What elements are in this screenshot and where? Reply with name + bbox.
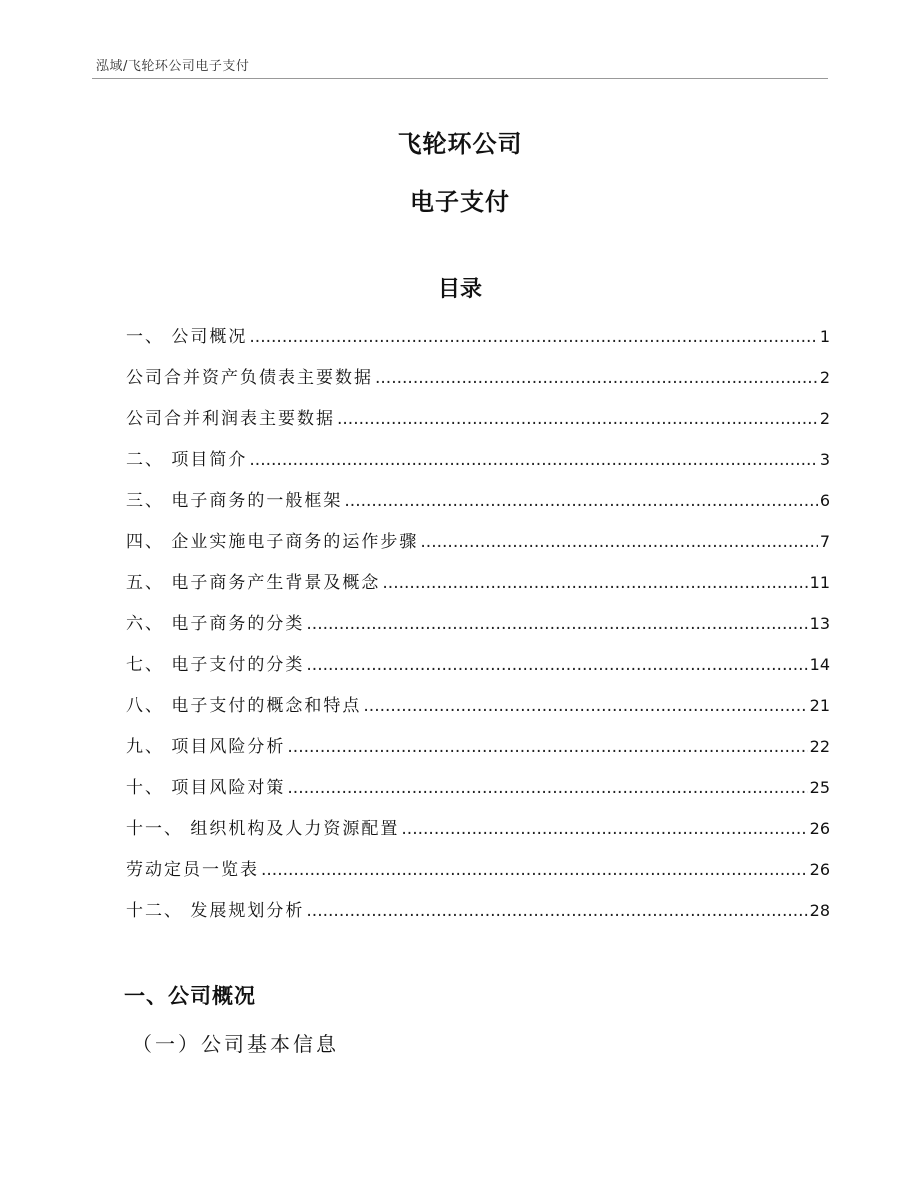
toc-entry[interactable] [126,363,830,404]
toc-entry-page: 3 [819,450,830,469]
toc-entry[interactable] [126,773,830,814]
toc-entry-label: 一、 公司概况 [126,327,248,347]
toc-entry-page: 14 [809,655,830,674]
toc-entry[interactable] [126,691,830,732]
toc-leader-dots [375,368,818,388]
toc-entry-label: 劳动定员一览表 [126,860,259,880]
toc-heading: 目录 [437,277,482,302]
toc-entry-label: 十二、 发展规划分析 [126,901,305,921]
toc-leader-dots [382,573,807,593]
toc-entry[interactable] [126,486,830,527]
table-of-contents [126,322,830,937]
toc-leader-dots [401,819,807,839]
toc-entry[interactable] [126,814,830,855]
toc-entry[interactable] [126,650,830,691]
toc-entry-page: 26 [809,819,830,838]
toc-entry-label: 十一、 组织机构及人力资源配置 [126,819,400,839]
toc-leader-dots [306,901,807,921]
toc-entry-page: 26 [809,860,830,879]
toc-entry[interactable] [126,445,830,486]
toc-entry-page: 7 [819,532,830,551]
toc-entry[interactable] [126,896,830,937]
toc-entry-page: 13 [809,614,830,633]
toc-entry-page: 21 [809,696,830,715]
toc-leader-dots [420,532,817,552]
toc-entry[interactable] [126,568,830,609]
toc-leader-dots [344,491,817,511]
toc-entry-page: 6 [819,491,830,510]
toc-entry-page: 11 [809,573,830,592]
document-title-company: 飞轮环公司 [397,130,523,158]
toc-entry-page: 2 [819,409,830,428]
toc-entry[interactable] [126,609,830,650]
toc-entry[interactable] [126,404,830,445]
section-heading: 一、公司概况 [124,984,256,1008]
toc-entry-label: 五、 电子商务产生背景及概念 [126,573,381,593]
toc-entry-label: 六、 电子商务的分类 [126,614,305,634]
toc-entry-label: 三、 电子商务的一般框架 [126,491,343,511]
toc-entry[interactable] [126,322,830,363]
toc-entry-label: 公司合并资产负债表主要数据 [126,368,373,388]
toc-entry-page: 1 [819,327,830,346]
header-divider [92,78,828,79]
toc-leader-dots [306,655,807,675]
toc-entry-label: 二、 项目简介 [126,450,248,470]
toc-entry-label: 十、 项目风险对策 [126,778,286,798]
toc-entry-label: 九、 项目风险分析 [126,737,286,757]
document-title-subject: 电子支付 [410,188,510,216]
toc-entry-label: 八、 电子支付的概念和特点 [126,696,362,716]
toc-entry[interactable] [126,527,830,568]
toc-entry[interactable] [126,855,830,896]
toc-leader-dots [287,737,807,757]
toc-entry-label: 四、 企业实施电子商务的运作步骤 [126,532,419,552]
toc-leader-dots [337,409,818,429]
toc-entry-page: 22 [809,737,830,756]
toc-entry[interactable] [126,732,830,773]
toc-leader-dots [306,614,807,634]
toc-entry-page: 28 [809,901,830,920]
toc-entry-label: 七、 电子支付的分类 [126,655,305,675]
toc-leader-dots [287,778,807,798]
toc-leader-dots [261,860,808,880]
toc-entry-page: 2 [819,368,830,387]
page-header: 泓域/飞轮环公司电子支付 [96,59,250,74]
toc-leader-dots [249,327,817,347]
toc-entry-page: 25 [809,778,830,797]
toc-leader-dots [249,450,817,470]
toc-leader-dots [363,696,807,716]
subsection-heading: （一）公司基本信息 [132,1032,339,1056]
toc-entry-label: 公司合并利润表主要数据 [126,409,335,429]
